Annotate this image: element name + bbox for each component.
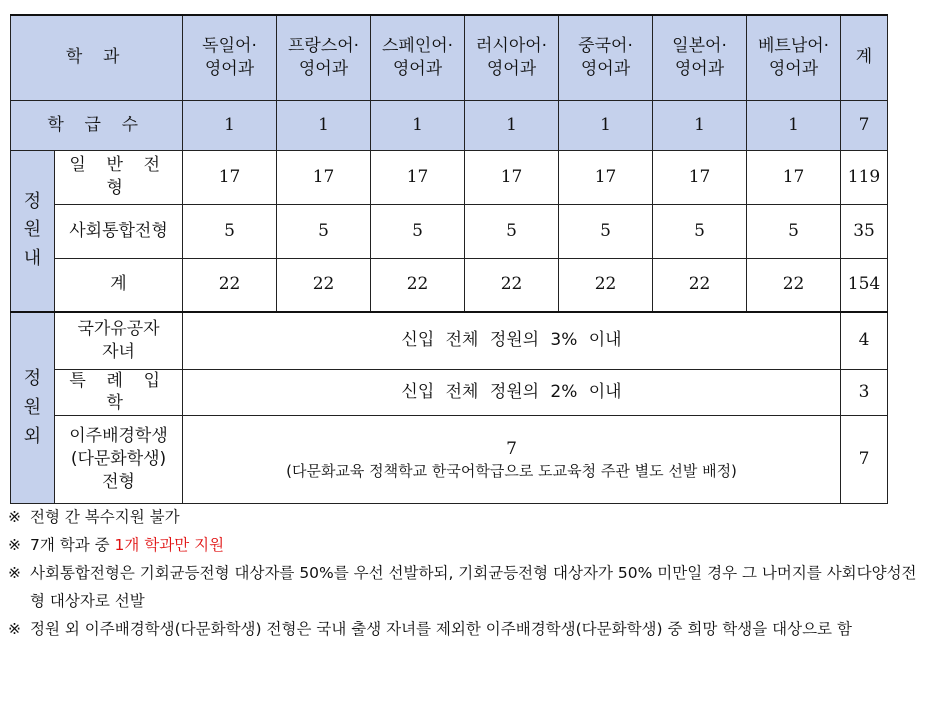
class-count-row bbox=[11, 100, 888, 150]
social-integration-cell: 5 bbox=[277, 204, 371, 258]
social-integration-label: 사회통합전형 bbox=[55, 204, 183, 258]
admission-quota-table-container bbox=[10, 14, 888, 504]
general-admission-cell: 17 bbox=[465, 150, 559, 204]
note-marker: ※ bbox=[8, 508, 21, 526]
dept-header-label: 학 과 bbox=[11, 15, 183, 100]
social-integration-row bbox=[11, 204, 888, 258]
outside-quota-group-label: 정 원 외 bbox=[11, 312, 55, 504]
general-admission-row bbox=[11, 150, 888, 204]
class-count-total: 7 bbox=[841, 100, 888, 150]
special-admission-label: 특 례 입 학 bbox=[55, 369, 183, 416]
dept-header-chinese: 중국어· 영어과 bbox=[559, 15, 653, 100]
note-item: ※ 7개 학과 중 1개 학과만 지원 bbox=[8, 531, 923, 559]
migrant-background-total: 7 bbox=[841, 416, 888, 504]
note-marker: ※ bbox=[8, 564, 21, 582]
class-count-cell: 1 bbox=[371, 100, 465, 150]
general-admission-total: 119 bbox=[841, 150, 888, 204]
class-count-cell: 1 bbox=[653, 100, 747, 150]
note-marker: ※ bbox=[8, 536, 21, 554]
within-quota-subtotal-cell: 22 bbox=[465, 258, 559, 312]
social-integration-cell: 5 bbox=[183, 204, 277, 258]
national-merit-total: 4 bbox=[841, 312, 888, 369]
within-quota-subtotal-label: 계 bbox=[55, 258, 183, 312]
general-admission-cell: 17 bbox=[747, 150, 841, 204]
class-count-cell: 1 bbox=[747, 100, 841, 150]
dept-header-german: 독일어· 영어과 bbox=[183, 15, 277, 100]
dept-header-japanese: 일본어· 영어과 bbox=[653, 15, 747, 100]
note-item: ※ 사회통합전형은 기회균등전형 대상자를 50%를 우선 선발하되, 기회균등전형 대상자가 50% 미만일 경우 그 나머지를 사회다양성전형 대상자로 선발 bbox=[8, 559, 923, 615]
dept-header-spanish: 스페인어· 영어과 bbox=[371, 15, 465, 100]
social-integration-cell: 5 bbox=[747, 204, 841, 258]
migrant-background-row bbox=[11, 416, 888, 504]
class-count-cell: 1 bbox=[277, 100, 371, 150]
class-count-cell: 1 bbox=[559, 100, 653, 150]
note-marker: ※ bbox=[8, 620, 21, 638]
dept-header-russian: 러시아어· 영어과 bbox=[465, 15, 559, 100]
within-quota-subtotal-row bbox=[11, 258, 888, 312]
class-count-cell: 1 bbox=[183, 100, 277, 150]
special-admission-row bbox=[11, 369, 888, 416]
migrant-background-label: 이주배경학생 (다문화학생) 전형 bbox=[55, 416, 183, 504]
within-quota-subtotal-cell: 22 bbox=[371, 258, 465, 312]
special-admission-text: 신입 전체 정원의 2% 이내 bbox=[183, 369, 841, 416]
national-merit-row bbox=[11, 312, 888, 369]
special-admission-total: 3 bbox=[841, 369, 888, 416]
general-admission-cell: 17 bbox=[371, 150, 465, 204]
within-quota-group-label: 정 원 내 bbox=[11, 150, 55, 312]
migrant-background-text: 7 (다문화교육 정책학교 한국어학급으로 도교육청 주관 별도 선발 배정) bbox=[183, 416, 841, 504]
national-merit-label: 국가유공자 자녀 bbox=[55, 312, 183, 369]
general-admission-cell: 17 bbox=[277, 150, 371, 204]
general-admission-cell: 17 bbox=[653, 150, 747, 204]
class-count-cell: 1 bbox=[465, 100, 559, 150]
social-integration-cell: 5 bbox=[371, 204, 465, 258]
within-quota-subtotal-cell: 22 bbox=[653, 258, 747, 312]
dept-header-french: 프랑스어· 영어과 bbox=[277, 15, 371, 100]
social-integration-total: 35 bbox=[841, 204, 888, 258]
social-integration-cell: 5 bbox=[465, 204, 559, 258]
national-merit-text: 신입 전체 정원의 3% 이내 bbox=[183, 312, 841, 369]
admission-quota-table bbox=[10, 14, 888, 504]
within-quota-subtotal-cell: 22 bbox=[747, 258, 841, 312]
note-item: ※ 정원 외 이주배경학생(다문화학생) 전형은 국내 출생 자녀를 제외한 이주배경학생(다문화학생) 중 희망 학생을 대상으로 함 bbox=[8, 615, 923, 643]
social-integration-cell: 5 bbox=[559, 204, 653, 258]
class-count-label: 학 급 수 bbox=[11, 100, 183, 150]
notes-section bbox=[8, 503, 923, 643]
general-admission-cell: 17 bbox=[559, 150, 653, 204]
header-row bbox=[11, 15, 888, 100]
within-quota-subtotal-cell: 22 bbox=[559, 258, 653, 312]
total-header-label: 계 bbox=[841, 15, 888, 100]
general-admission-cell: 17 bbox=[183, 150, 277, 204]
note-highlight: 1개 학과만 지원 bbox=[114, 536, 225, 554]
social-integration-cell: 5 bbox=[653, 204, 747, 258]
note-item: ※ 전형 간 복수지원 불가 bbox=[8, 503, 923, 531]
within-quota-subtotal-cell: 22 bbox=[183, 258, 277, 312]
within-quota-subtotal-total: 154 bbox=[841, 258, 888, 312]
general-admission-label: 일 반 전 형 bbox=[55, 150, 183, 204]
dept-header-vietnamese: 베트남어· 영어과 bbox=[747, 15, 841, 100]
within-quota-subtotal-cell: 22 bbox=[277, 258, 371, 312]
